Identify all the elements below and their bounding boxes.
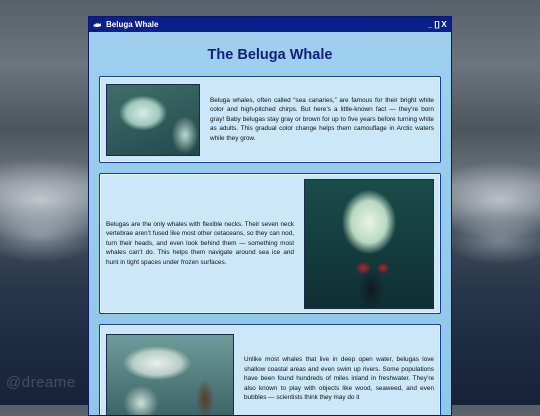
beluga-photo-1 bbox=[106, 84, 200, 156]
background-watermark: @dreame bbox=[6, 374, 76, 391]
window-controls bbox=[427, 20, 447, 29]
minimize-button[interactable]: _ bbox=[427, 20, 433, 29]
page-heading: The Beluga Whale bbox=[207, 47, 333, 63]
card-text-color: Beluga whales, often called “sea canaries,” are famous for their bright white color and high-pitched chirps. But here’s a little-known fact — they’re born gray! Baby belugas stay gray or brown for up to five years before turning white as adults. This gradual color change helps them camouflage in Arctic waters while they grow. bbox=[210, 96, 434, 142]
card-text-neck: Belugas are the only whales with flexible necks. Their seven neck vertebrae aren’t fused like most other cetaceans, so they can nod, turn their heads, and even look behind them — something most whales can’t do. This helps them navigate around sea ice and hunt in tight spaces under frozen surfaces. bbox=[106, 220, 294, 266]
app-icon bbox=[92, 21, 102, 29]
close-button[interactable]: X bbox=[441, 20, 447, 29]
info-card-color bbox=[99, 76, 441, 163]
info-card-neck bbox=[99, 173, 441, 314]
app-window bbox=[88, 16, 452, 416]
beluga-photo-3 bbox=[106, 334, 234, 416]
card-text-habitat: Unlike most whales that live in deep open water, belugas love shallow coastal areas and even swim up rivers. Some populations have been found hundreds of miles inland in freshwater. They’re also known to play with objects like wood, seaweed, and even bubbles — scientists think they may do it bbox=[244, 356, 434, 402]
window-titlebar[interactable] bbox=[89, 17, 451, 32]
maximize-button[interactable]: [] bbox=[434, 20, 440, 29]
window-title: Beluga Whale bbox=[106, 20, 159, 29]
window-content bbox=[89, 47, 451, 416]
info-card-habitat bbox=[99, 324, 441, 416]
beluga-photo-2 bbox=[304, 179, 434, 309]
